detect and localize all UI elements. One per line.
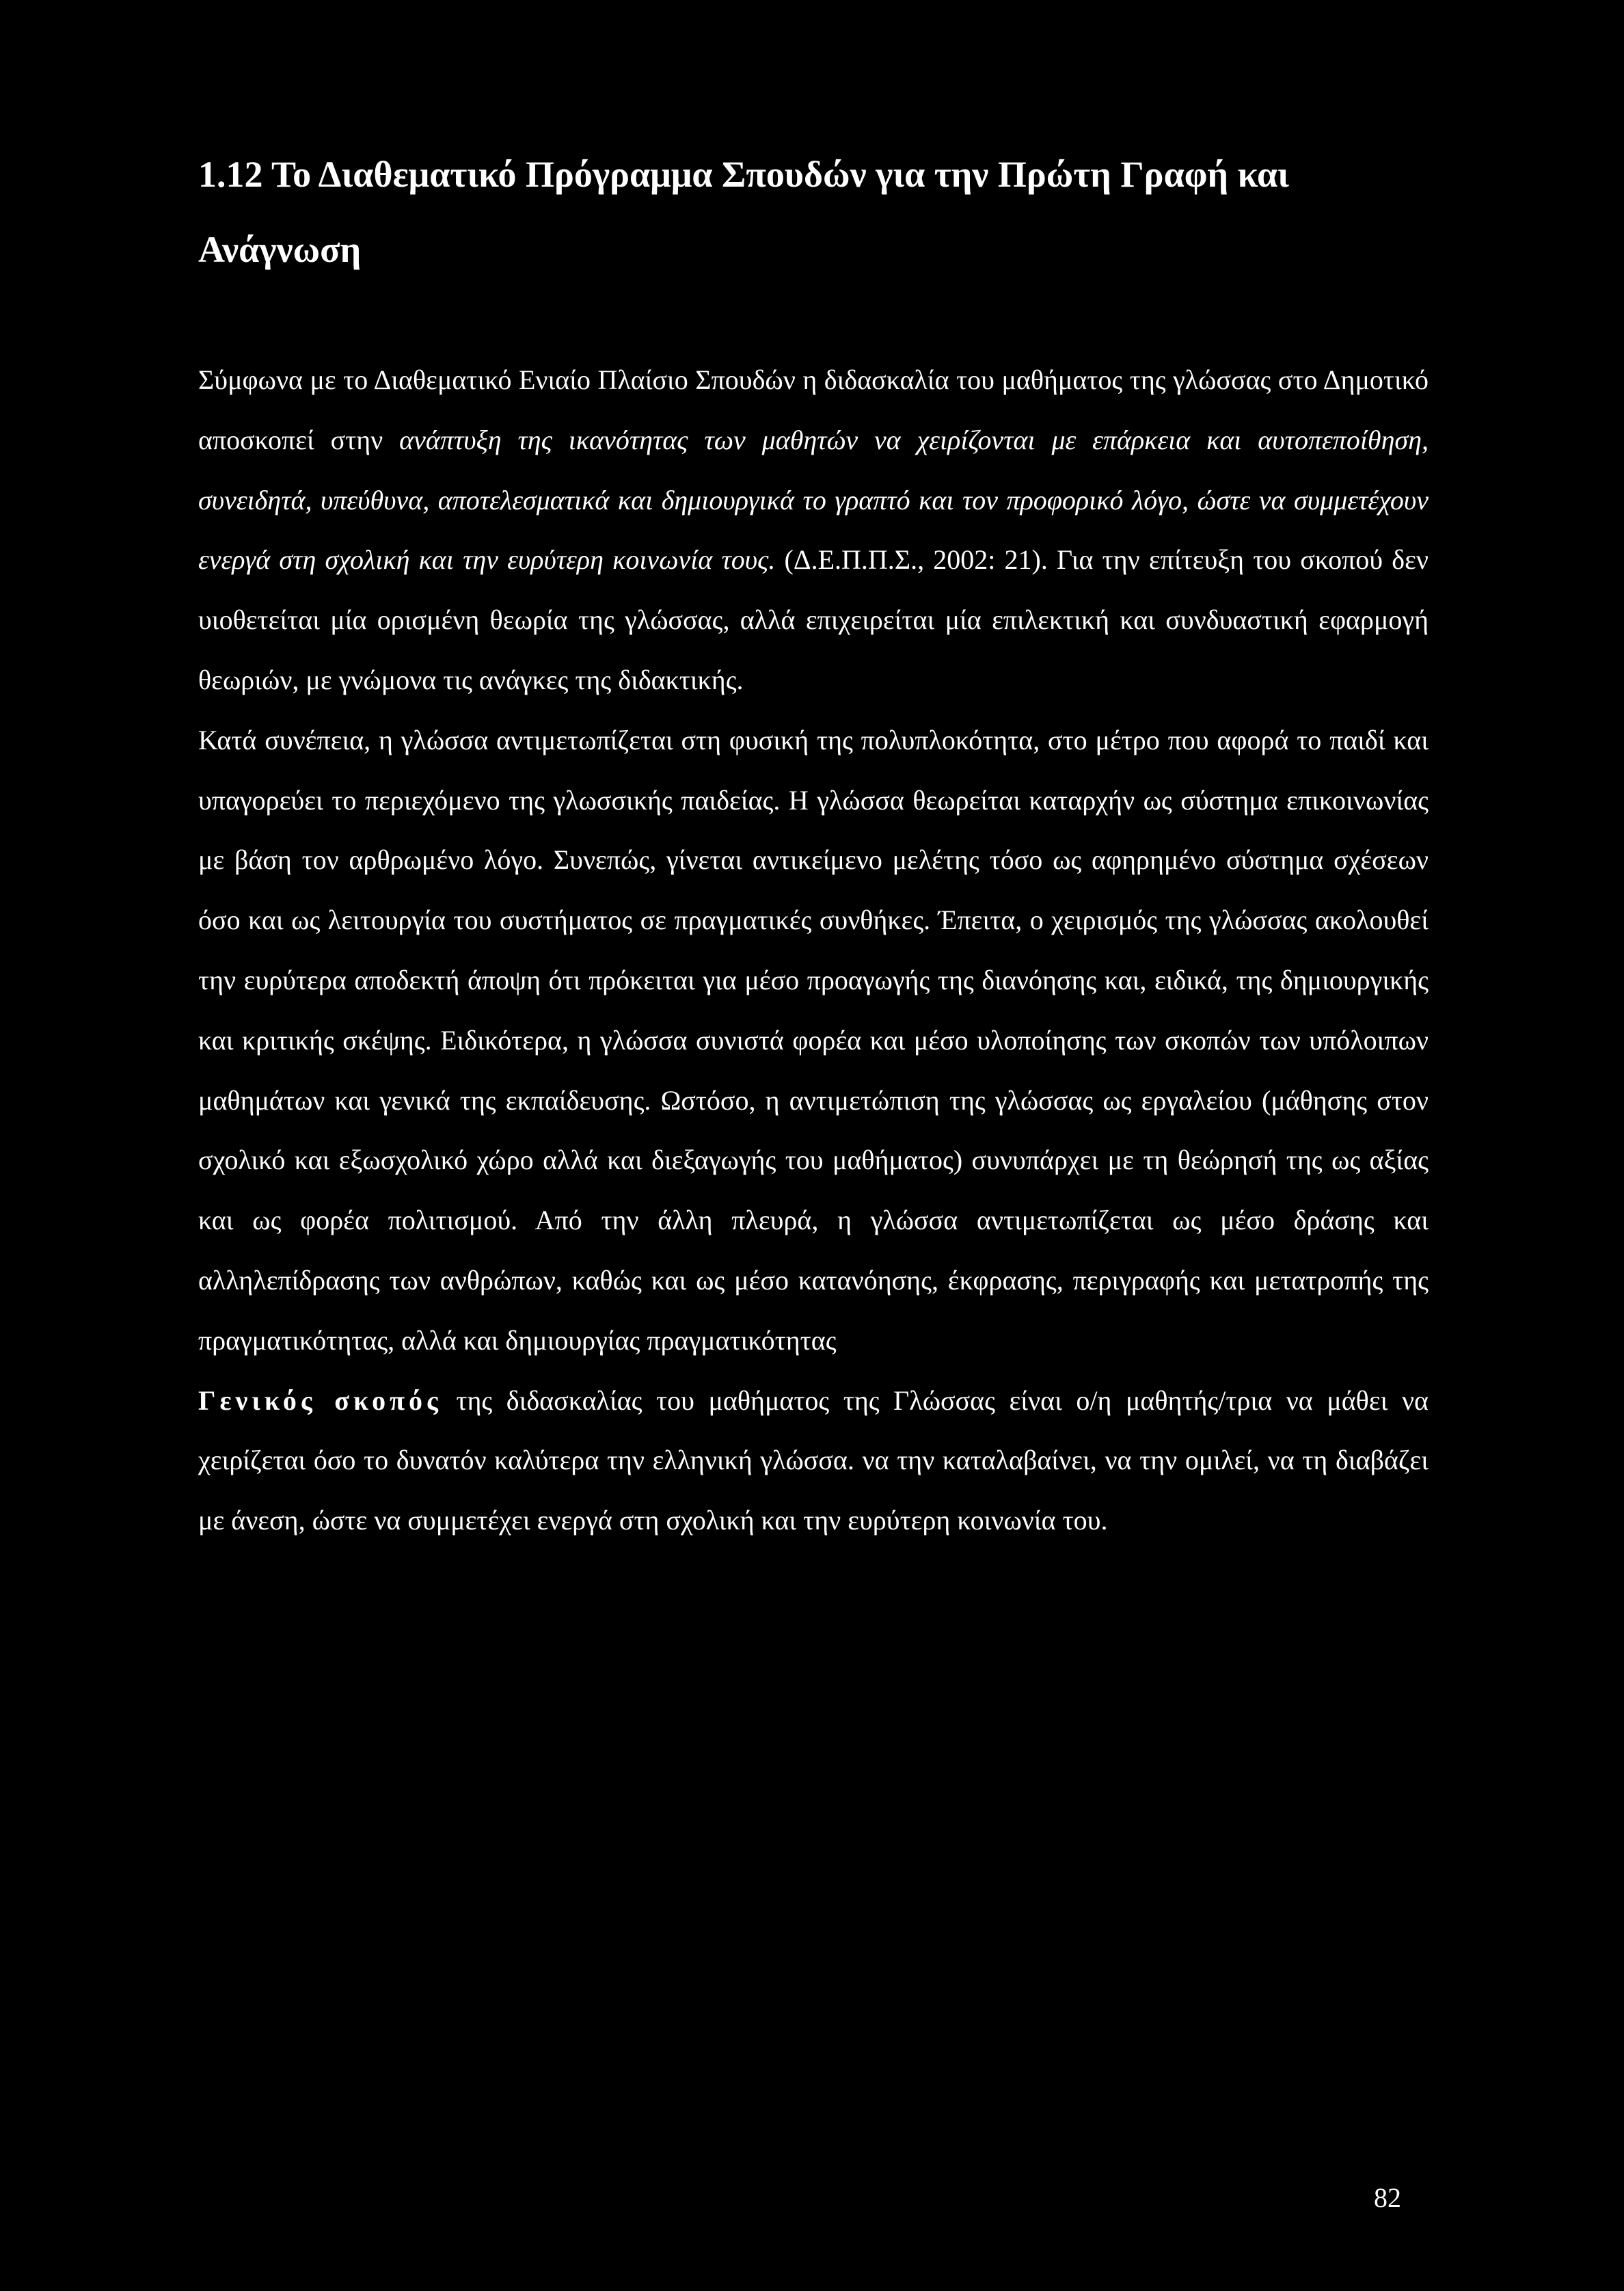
- paragraph-language-approach: Κατά συνέπεια, η γλώσσα αντιμετωπίζεται στη φυσική της πολυπλοκότητα, στο μέτρο που αφορά το παιδί και υπαγορεύει το περιεχόμενο της γλωσσικής παιδείας. Η γλώσσα θεωρείται καταρχήν ως σύστημα επικοινωνίας με βάση τον αρθρωμένο λόγο. Συνεπώς, γίνεται αντικείμενο μελέτης τόσο ως αφηρημένο σύστημα σχέσεων όσο και ως λειτουργία του συστήματος σε πραγματικές συνθήκες. Έπειτα, ο χειρισμός της γλώσσας ακολουθεί την ευρύτερα αποδεκτή άποψη ότι πρόκειται για μέσο προαγωγής της διανόησης και, ειδικά, της δημιουργικής και κριτικής σκέψης. Ειδικότερα, η γλώσσα συνιστά φορέα και μέσο υλοποίησης των σκοπών των υπόλοιπων μαθημάτων και γενικά της εκπαίδευσης. Ωστόσο, η αντιμετώπιση της γλώσσας ως εργαλείου (μάθησης στον σχολικό και εξωσχολικό χώρο αλλά και διεξαγωγής του μαθήματος) συνυπάρχει με τη θεώρησή της ως αξίας και ως φορέα πολιτισμού. Από την άλλη πλευρά, η γλώσσα αντιμετωπίζεται ως μέσο δράσης και αλληλεπίδρασης των ανθρώπων, καθώς και ως μέσο κατανόησης, έκφρασης, περιγραφής και μετατροπής της πραγματικότητας, αλλά και δημιουργίας πραγματικότητας: [198, 724, 1429, 1356]
- paragraph-rest-text: (Δ.Ε.Π.Π.Σ., 2002: 21). Για την επίτευξη του σκοπού δεν υιοθετείται μία ορισμένη θεωρία της γλώσσας, αλλά επιχειρείται μία επιλεκτική και συνδυαστική εφαρμογή θεωριών, με γνώμονα τις ανάγκες της διδακτικής.: [198, 544, 1429, 695]
- general-goal-label: Γενικός σκοπός: [198, 1384, 442, 1416]
- section-heading: 1.12 Το Διαθεματικό Πρόγραμμα Σπουδών για την Πρώτη Γραφή και Ανάγνωση: [198, 154, 1289, 270]
- paragraph-intro-text: Σύμφωνα με το Διαθεματικό Ενιαίο Πλαίσιο Σπουδών η διδασκαλία του μαθήματος της γλώσσας στο Δημοτικό αποσκοπεί στην: [198, 364, 1429, 455]
- general-goal-text: της διδασκαλίας του μαθήματος της Γλώσσας είναι ο/η μαθητής/τρια να μάθει να χειρίζεται όσο το δυνατόν καλύτερα την ελληνική γλώσσα. να την καταλαβαίνει, να την ομιλεί, να τη διαβάζει με άνεση, ώστε να συμμετέχει ενεργά στη σχολική και την ευρύτερη κοινωνία του.: [198, 1384, 1429, 1536]
- paragraph-curriculum-aim: [198, 350, 1429, 710]
- page-number: 82: [1374, 2182, 1401, 2213]
- document-page: [198, 137, 1429, 1551]
- quoted-aim-italic: ανάπτυξη της ικανότητας των μαθητών να χειρίζονται με επάρκεια και αυτοπεποίθηση, συνειδητά, υπεύθυνα, αποτελεσματικά και δημιουργικά το γραπτό και τον προφορικό λόγο, ώστε να συμμετέχουν ενεργά στη σχολική και την ευρύτερη κοινωνία τους.: [198, 424, 1429, 576]
- paragraph-general-goal: [198, 1371, 1429, 1551]
